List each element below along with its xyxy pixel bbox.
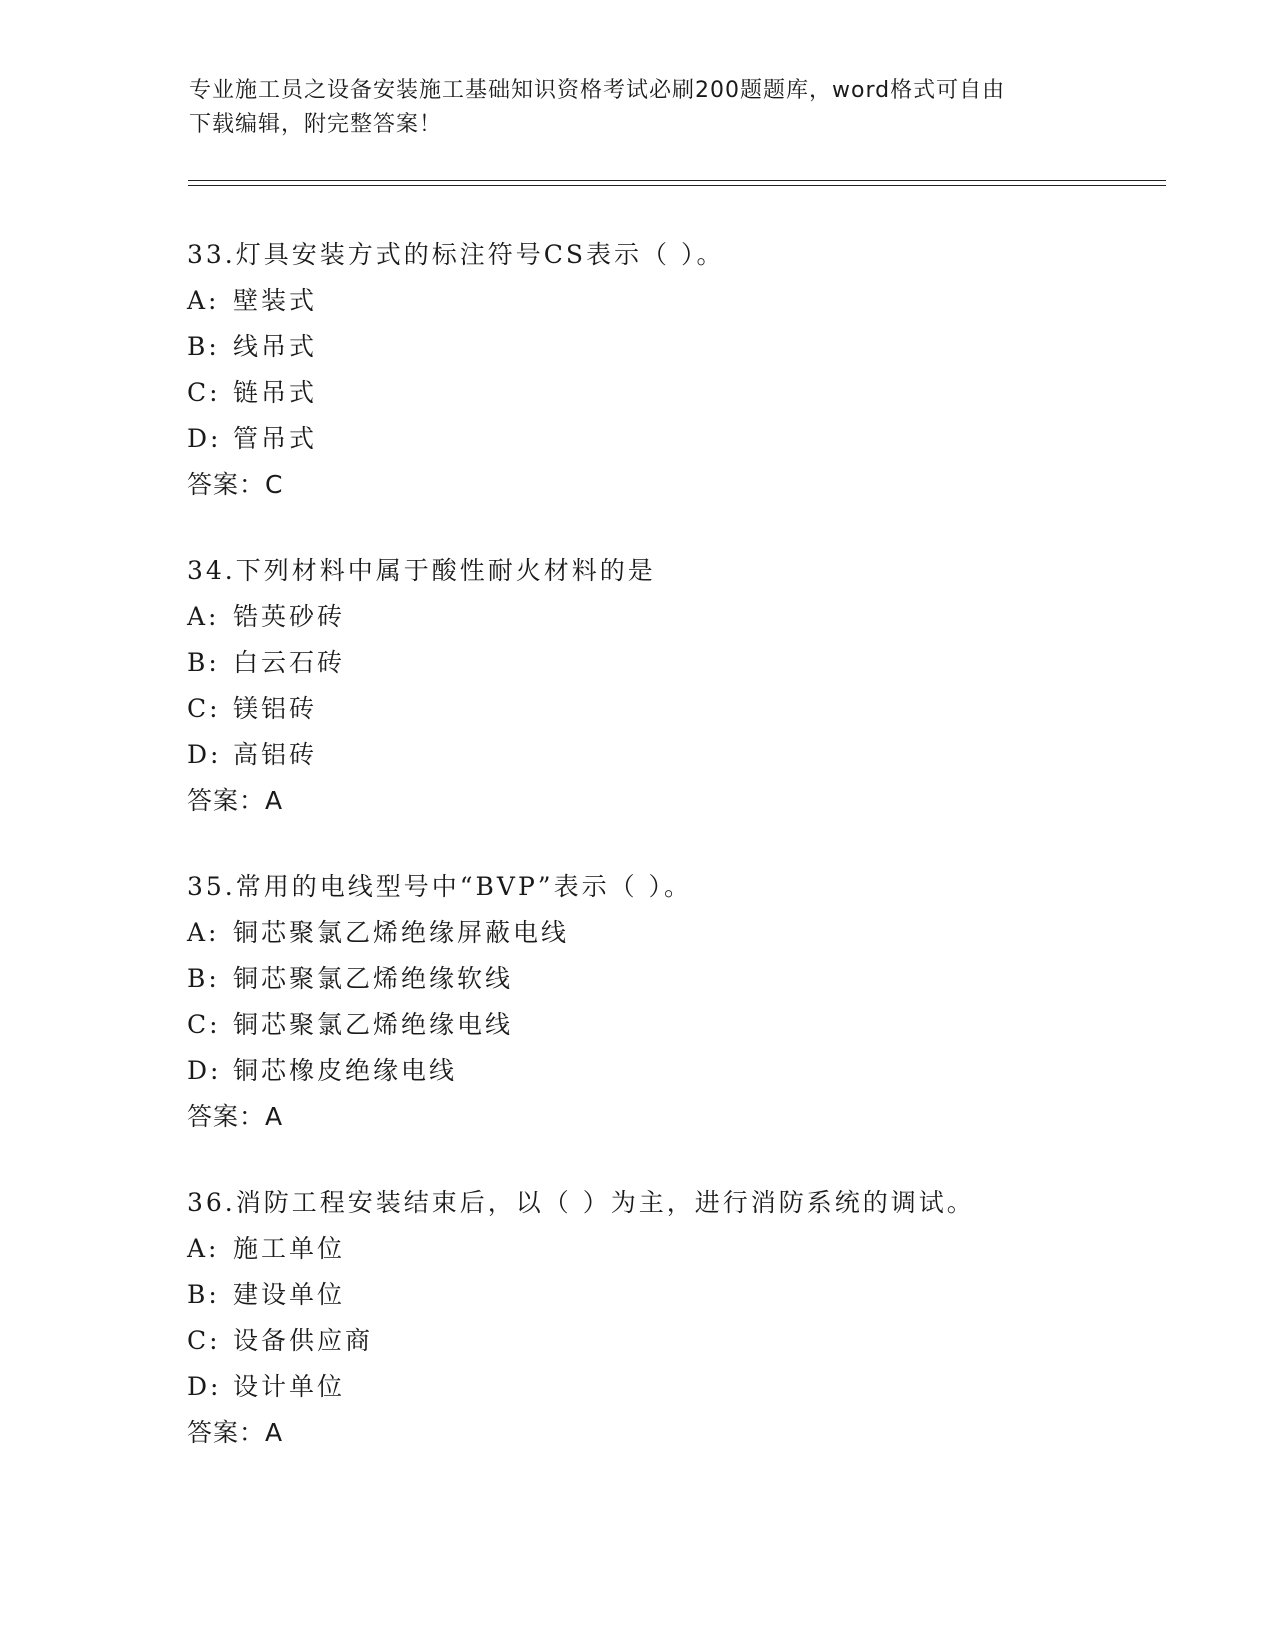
option-b: [187, 640, 1187, 686]
option-text: 壁装式: [233, 286, 318, 315]
answer-label: 答案：: [187, 786, 266, 815]
answer-line: [187, 1094, 1187, 1140]
answer-value: A: [265, 1102, 283, 1131]
answer-value: C: [265, 470, 283, 499]
option-d: [187, 416, 1187, 462]
option-text: 高铝砖: [233, 740, 318, 769]
question-33: [187, 232, 1187, 508]
option-a: [187, 1226, 1187, 1272]
option-letter: D:: [187, 1056, 222, 1085]
option-letter: A:: [187, 286, 220, 315]
option-letter: B:: [187, 332, 220, 361]
option-c: [187, 370, 1187, 416]
option-a: [187, 278, 1187, 324]
option-letter: C:: [187, 378, 221, 407]
option-letter: B:: [187, 964, 220, 993]
answer-label: 答案：: [187, 470, 266, 499]
header-line-2: 下载编辑，附完整答案！: [189, 112, 443, 137]
option-letter: D:: [187, 1372, 222, 1401]
answer-line: [187, 1410, 1187, 1456]
option-d: [187, 1364, 1187, 1410]
option-a: [187, 594, 1187, 640]
header-line-1: 专业施工员之设备安装施工基础知识资格考试必刷200题题库，word格式可自由: [189, 78, 1006, 103]
question-36: [187, 1180, 1187, 1456]
option-text: 铜芯聚氯乙烯绝缘软线: [233, 964, 514, 993]
question-title: 33.灯具安装方式的标注符号CS表示（ ）。: [187, 240, 725, 269]
option-text: 设备供应商: [233, 1326, 374, 1355]
option-c: [187, 1002, 1187, 1048]
answer-line: [187, 462, 1187, 508]
option-b: [187, 1272, 1187, 1318]
question-34: [187, 548, 1187, 824]
option-text: 线吊式: [233, 332, 318, 361]
option-text: 铜芯聚氯乙烯绝缘屏蔽电线: [233, 918, 570, 947]
option-b: [187, 324, 1187, 370]
option-letter: D:: [187, 740, 222, 769]
option-c: [187, 1318, 1187, 1364]
option-text: 建设单位: [233, 1280, 346, 1309]
option-letter: A:: [187, 918, 220, 947]
option-a: [187, 910, 1187, 956]
answer-value: A: [265, 786, 283, 815]
question-35: [187, 864, 1187, 1140]
option-c: [187, 686, 1187, 732]
option-text: 铜芯聚氯乙烯绝缘电线: [233, 1010, 514, 1039]
answer-value: A: [265, 1418, 283, 1447]
answer-label: 答案：: [187, 1418, 266, 1447]
option-letter: A:: [187, 602, 220, 631]
option-text: 白云石砖: [233, 648, 346, 677]
option-letter: C:: [187, 1326, 221, 1355]
option-letter: B:: [187, 1280, 220, 1309]
option-d: [187, 1048, 1187, 1094]
option-text: 锆英砂砖: [233, 602, 346, 631]
option-letter: A:: [187, 1234, 220, 1263]
option-d: [187, 732, 1187, 778]
option-letter: D:: [187, 424, 222, 453]
question-title: 34.下列材料中属于酸性耐火材料的是: [187, 556, 656, 585]
question-title: 35.常用的电线型号中“BVP”表示（ ）。: [187, 872, 693, 901]
option-text: 设计单位: [233, 1372, 346, 1401]
option-text: 施工单位: [233, 1234, 346, 1263]
header-divider: [188, 180, 1166, 186]
question-title: 36.消防工程安装结束后，以（ ）为主，进行消防系统的调试。: [187, 1188, 975, 1217]
option-text: 管吊式: [233, 424, 318, 453]
option-b: [187, 956, 1187, 1002]
option-letter: B:: [187, 648, 220, 677]
option-text: 镁铝砖: [233, 694, 318, 723]
option-text: 链吊式: [233, 378, 318, 407]
option-letter: C:: [187, 1010, 221, 1039]
document-header: [189, 74, 1069, 142]
answer-line: [187, 778, 1187, 824]
option-letter: C:: [187, 694, 221, 723]
answer-label: 答案：: [187, 1102, 266, 1131]
option-text: 铜芯橡皮绝缘电线: [233, 1056, 458, 1085]
